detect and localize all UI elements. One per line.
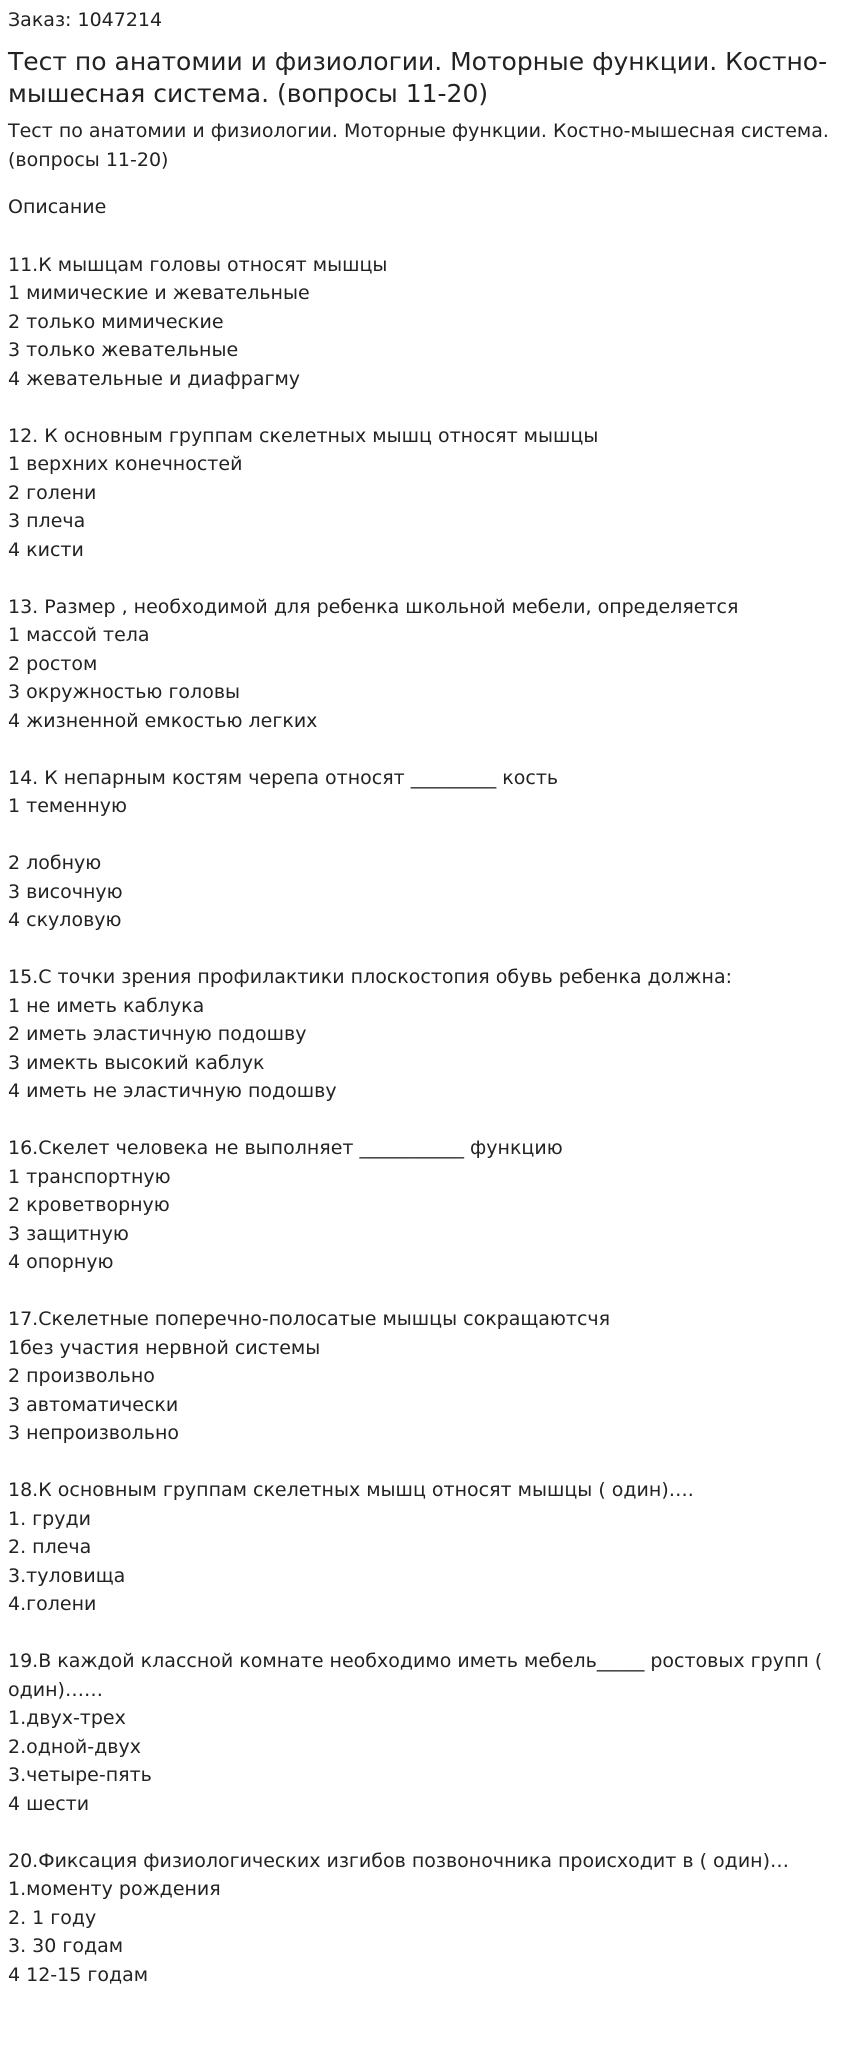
text-line: 3. 30 годам bbox=[8, 1935, 124, 1957]
text-line: 3 только жевательные bbox=[8, 339, 239, 361]
test-questions bbox=[8, 251, 839, 1990]
text-line: 4 12-15 годам bbox=[8, 1963, 149, 1986]
text-line: 2. плеча bbox=[8, 1536, 92, 1558]
blank-line bbox=[8, 1818, 839, 1847]
text-line: 11.К мышцам головы относят мышцы bbox=[8, 253, 388, 276]
text-line: 3 автоматически bbox=[8, 1393, 179, 1416]
text-line: 3 височную bbox=[8, 880, 123, 903]
text-line: 19.В каждой классной комнате необходимо иметь мебель_____ ростовых групп ( один)…… bbox=[8, 1650, 829, 1701]
text-line: 2.одной-двух bbox=[8, 1735, 141, 1758]
text-line: 16.Скелет человека не выполняет ___________ функцию bbox=[8, 1137, 563, 1159]
text-line: 3 непроизвольно bbox=[8, 1422, 180, 1444]
text-line: 1 верхних конечностей bbox=[8, 453, 243, 475]
text-line: 1 транспортную bbox=[8, 1165, 171, 1188]
text-line: 4 скуловую bbox=[8, 909, 122, 931]
text-line: 4.голени bbox=[8, 1593, 97, 1615]
blank-line bbox=[8, 735, 839, 764]
text-line: 20.Фиксация физиологических изгибов позвоночника происходит в ( один)… bbox=[8, 1849, 790, 1872]
page-subtitle: Тест по анатомии и физиологии. Моторные функции. Костно-мышесная система. (вопросы 11-20) bbox=[8, 120, 829, 171]
text-line: 4 опорную bbox=[8, 1251, 114, 1273]
text-line: 4 иметь не эластичную подошву bbox=[8, 1080, 337, 1102]
text-line: 3 защитную bbox=[8, 1222, 129, 1245]
text-line: 1 теменную bbox=[8, 795, 127, 817]
text-line: 2. 1 году bbox=[8, 1906, 97, 1929]
text-line: 3 плеча bbox=[8, 510, 86, 532]
text-line: 13. Размер , необходимой для ребенка школьной мебели, определяется bbox=[8, 595, 739, 618]
text-line: 1.двух-трех bbox=[8, 1707, 126, 1729]
blank-line bbox=[8, 1277, 839, 1306]
text-line: 2 голени bbox=[8, 481, 97, 504]
text-line: 4 жизненной емкостью легких bbox=[8, 709, 318, 732]
text-line: 4 шести bbox=[8, 1792, 90, 1815]
page-title: Тест по анатомии и физиологии. Моторные функции. Костно-мышесная система. (вопросы 11-20) bbox=[8, 47, 828, 108]
text-line: 2 кроветворную bbox=[8, 1194, 170, 1216]
blank-line bbox=[8, 935, 839, 964]
blank-line bbox=[8, 1619, 839, 1648]
blank-line bbox=[8, 821, 839, 850]
text-line: 1 массой тела bbox=[8, 624, 150, 646]
text-line: 1.моменту рождения bbox=[8, 1878, 221, 1900]
text-line: 4 жевательные и диафрагму bbox=[8, 367, 301, 390]
blank-line bbox=[8, 1448, 839, 1477]
blank-line bbox=[8, 393, 839, 422]
blank-line bbox=[8, 564, 839, 593]
text-line: 2 только мимические bbox=[8, 310, 224, 333]
text-line: 15.С точки зрения профилактики плоскостопия обувь ребенка должна: bbox=[8, 966, 733, 988]
text-line: 3 имекть высокий каблук bbox=[8, 1051, 265, 1074]
text-line: 12. К основным группам скелетных мышц относят мышцы bbox=[8, 424, 599, 447]
text-line: 1без участия нервной системы bbox=[8, 1336, 321, 1359]
text-line: 2 ростом bbox=[8, 652, 98, 675]
text-line: 3 окружностью головы bbox=[8, 681, 241, 703]
text-line: 2 иметь эластичную подошву bbox=[8, 1023, 307, 1045]
text-line: 18.К основным группам скелетных мышц относят мышцы ( один)…. bbox=[8, 1479, 694, 1501]
text-line: 17.Скелетные поперечно-полосатые мышцы сокращаютсчя bbox=[8, 1308, 611, 1330]
text-line: 1. груди bbox=[8, 1507, 91, 1530]
text-line: 2 лобную bbox=[8, 852, 102, 874]
description-label: Описание bbox=[8, 196, 107, 218]
blank-line bbox=[8, 1106, 839, 1135]
text-line: 1 мимические и жевательные bbox=[8, 282, 310, 304]
text-line: 4 кисти bbox=[8, 538, 84, 561]
text-line: 14. К непарным костям черепа относят _________ кость bbox=[8, 766, 559, 789]
text-line: 1 не иметь каблука bbox=[8, 994, 205, 1017]
text-line: 3.четыре-пять bbox=[8, 1764, 152, 1786]
order-number: Заказ: 1047214 bbox=[8, 9, 163, 31]
text-line: 3.туловища bbox=[8, 1564, 126, 1587]
text-line: 2 произвольно bbox=[8, 1365, 155, 1387]
